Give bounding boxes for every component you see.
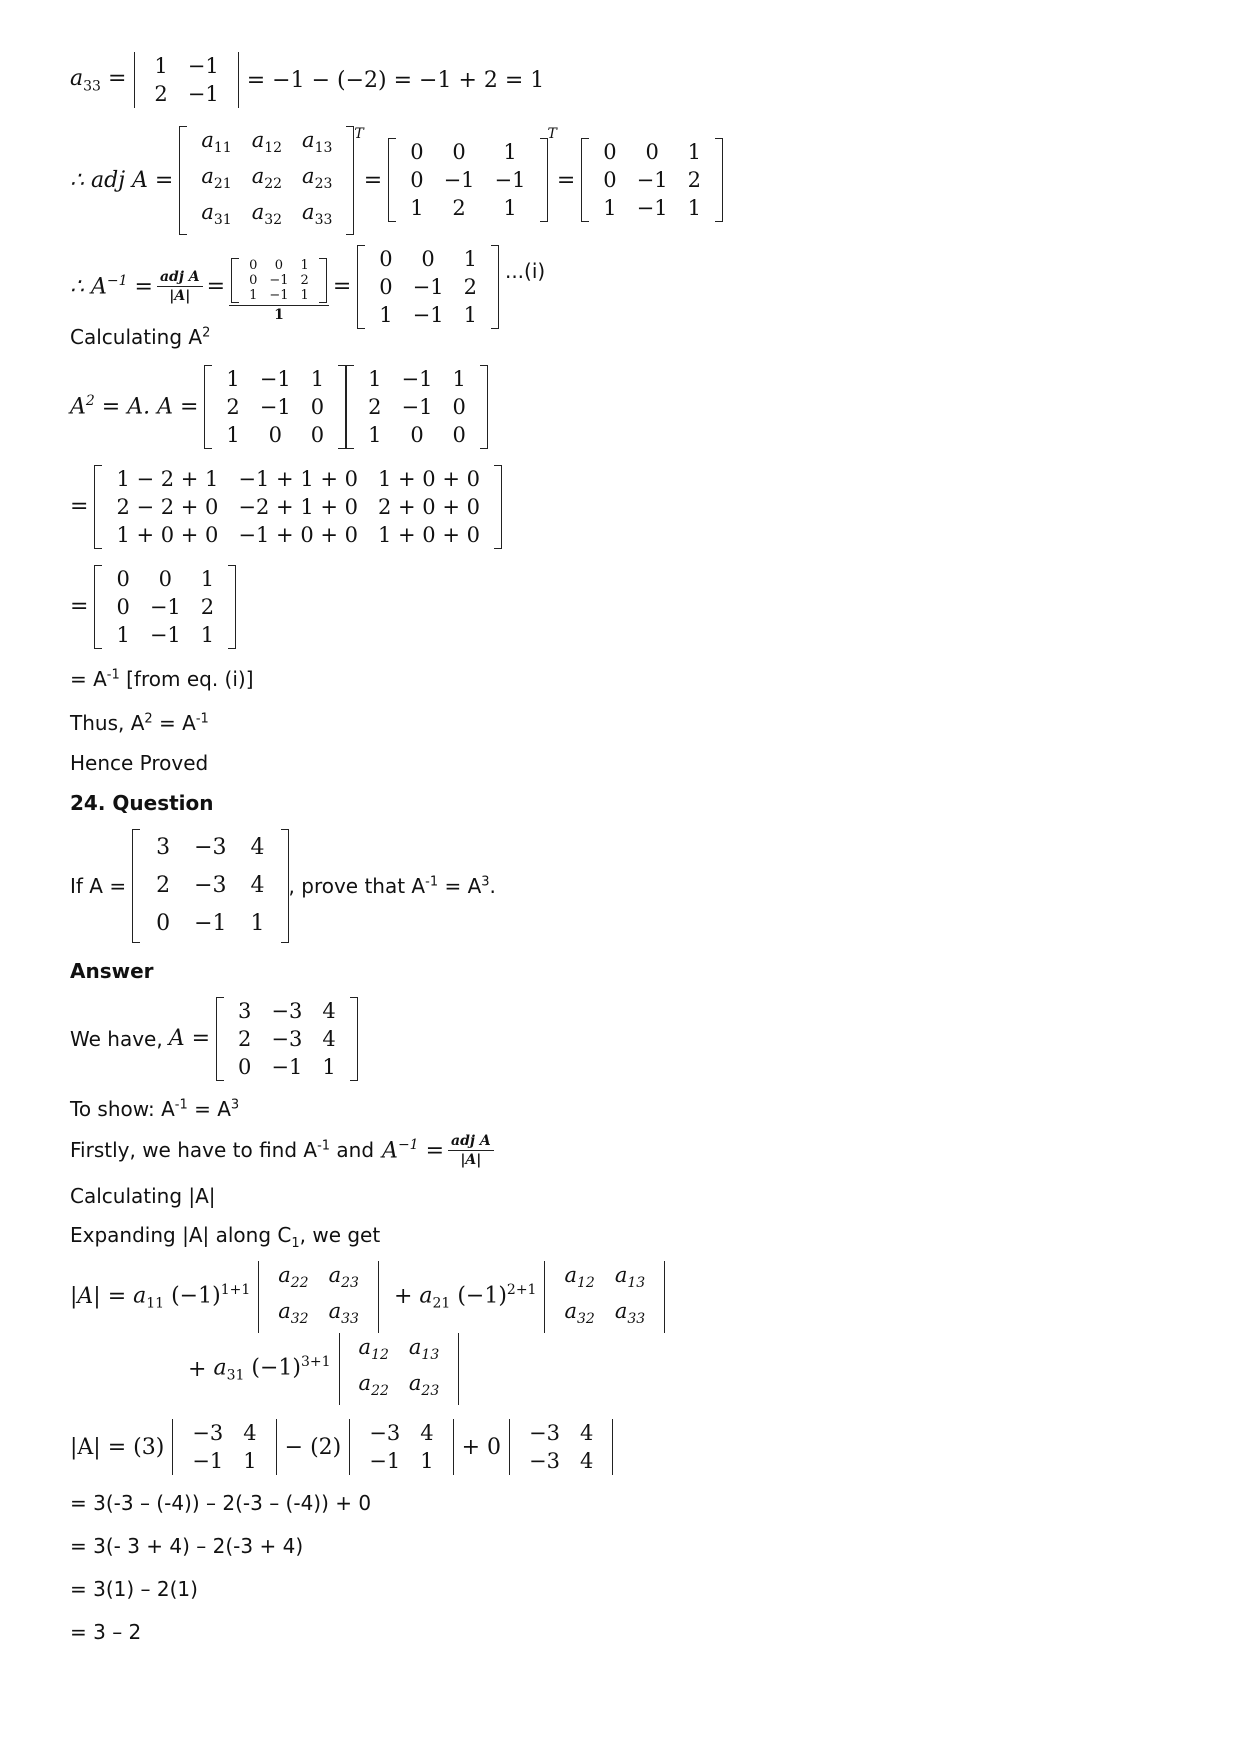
calc-step: = 3(1) – 2(1) bbox=[70, 1577, 198, 1602]
inverse-equation: ∴ $A^{-1}$ = $\frac{\text{adj A}}{|A|}$ = 0 0 1 0 −1 2 1 −1 1 1 = 0 0 1 0 −1 2 1 −1 1 ...(i) bbox=[70, 246, 546, 327]
cofactor-cell: $a_{31}$ bbox=[201, 200, 232, 229]
minor-determinant: $a_{22}$ $a_{23}$ $a_{32}$ $a_{33}$ bbox=[256, 1261, 381, 1333]
det-cell: −1 bbox=[187, 82, 219, 106]
equals-sign: = bbox=[332, 274, 352, 300]
question-heading: 24. Question bbox=[70, 790, 214, 815]
cofactor-cell: $a_{33}$ bbox=[302, 200, 333, 229]
we-have-line: We have, A = 3 −3 4 2 −3 4 0 −1 1 bbox=[70, 997, 1170, 1081]
a33-equation bbox=[70, 52, 1170, 108]
matrix-over-one-fraction bbox=[229, 250, 329, 323]
a33-result: = −1 − (−2) = −1 + 2 = 1 bbox=[246, 67, 545, 93]
adjoint-matrix-1: 0 0 1 0 −1 −1 1 2 1 bbox=[388, 138, 547, 222]
equation-tag: ...(i) bbox=[504, 258, 546, 283]
cofactor-cell: $a_{11}$ bbox=[201, 128, 232, 157]
cofactor-cell: $a_{32}$ bbox=[251, 200, 283, 229]
adjoint-equation bbox=[70, 126, 1170, 235]
cofactor-cell: $a_{23}$ bbox=[302, 164, 333, 193]
det-values: |A| = (3) −3 4 −1 1 − (2) −3 4 −1 1 + 0 −3 4 −3 4 bbox=[70, 1419, 1170, 1475]
question-matrix: 3 −3 4 2 −3 4 0 −1 1 bbox=[132, 829, 288, 943]
small-matrix: 0 0 1 0 −1 2 1 −1 1 bbox=[231, 258, 327, 303]
inverse-lead: ∴ A bbox=[70, 274, 107, 300]
calc-step: = 3(-3 – (-4)) – 2(-3 – (-4)) + 0 bbox=[70, 1491, 372, 1516]
given-matrix: 3 −3 4 2 −3 4 0 −1 1 bbox=[216, 997, 358, 1081]
transpose-mark: T bbox=[354, 126, 364, 142]
a33-determinant bbox=[132, 52, 240, 108]
a33-symbol: a bbox=[70, 65, 84, 91]
det-formula: |A| = $a_{11}$ $(-1)^{1+1}$ $a_{22}$ $a_{23}$ $a_{32}$ $a_{33}$ + $a_{21}$ $(-1)^{2+1}$ $a_{12}$ $a_{13}$ $a_{32}$ $a_{33}$ + $a_{31}$ $(-1)^{3+1}$ $a_{12}$ $a_{13}$ $a_{22}$ $a_{23}$ bbox=[70, 1261, 1170, 1406]
calc-a2-text: Calculating $A^2$ bbox=[70, 324, 211, 349]
minor-determinant: −3 4 −1 1 bbox=[347, 1419, 455, 1475]
product-result: = 0 0 1 0 −1 2 1 −1 1 bbox=[70, 565, 1170, 649]
equals-sign: = bbox=[107, 65, 127, 91]
adjoint-matrix-2: 0 0 1 0 −1 2 1 −1 1 bbox=[581, 138, 723, 222]
equals-sign: = bbox=[556, 167, 576, 193]
det-cell: 1 bbox=[154, 54, 168, 78]
adj-over-det-fraction bbox=[157, 269, 203, 304]
product-expansion: = 1 − 2 + 1 −1 + 1 + 0 1 + 0 + 0 2 − 2 + 0 −2 + 1 + 0 2 + 0 + 0 1 + 0 + 0 −1 + 0 + 0 1 + 0 + 0 bbox=[70, 465, 1170, 549]
document-page bbox=[70, 52, 1170, 1646]
from-eq-text: = $A^{-1}$ [from eq. (i)] bbox=[70, 666, 254, 691]
adj-over-det-fraction: $\frac{\text{adj A}}{|A|}$ bbox=[448, 1133, 494, 1168]
firstly-line: Firstly, we have to find $A^{-1}$ and $A^{-1}$ = $\frac{\text{adj A}}{|A|}$ bbox=[70, 1133, 1170, 1168]
cofactor-cell: $a_{12}$ bbox=[251, 128, 283, 157]
cofactor-cell: $a_{21}$ bbox=[201, 164, 232, 193]
matrix-a: 1 −1 1 2 −1 0 1 0 0 bbox=[204, 365, 346, 449]
expanded-matrix: 1 − 2 + 1 −1 + 1 + 0 1 + 0 + 0 2 − 2 + 0 −2 + 1 + 0 2 + 0 + 0 1 + 0 + 0 −1 + 0 + 0 1 + 0 + 0 bbox=[94, 465, 502, 549]
expanding-text: Expanding |A| along $C_1$, we get bbox=[70, 1222, 381, 1251]
minor-determinant: −3 4 −3 4 bbox=[507, 1419, 615, 1475]
matrix-a: 1 −1 1 2 −1 0 1 0 0 bbox=[346, 365, 488, 449]
answer-heading: Answer bbox=[70, 958, 154, 983]
minor-determinant: −3 4 −1 1 bbox=[170, 1419, 278, 1475]
adjoint-lead: ∴ adj A = bbox=[70, 167, 174, 193]
fraction-numerator: adj A bbox=[157, 269, 203, 287]
a33-subscript: 33 bbox=[83, 78, 101, 95]
fraction-denominator: 1 bbox=[274, 307, 284, 324]
question-statement: If A = 3 −3 4 2 −3 4 0 −1 1 , prove that $A^{-1} = A^3$. bbox=[70, 829, 1170, 943]
thus-text: Thus, $A^2 = A^{-1}$ bbox=[70, 710, 209, 735]
inverse-superscript: −1 bbox=[106, 273, 128, 290]
result-matrix: 0 0 1 0 −1 2 1 −1 1 bbox=[94, 565, 236, 649]
transpose-mark: T bbox=[547, 126, 557, 142]
equals-sign: = bbox=[363, 167, 383, 193]
calc-det-text: Calculating |A| bbox=[70, 1183, 216, 1208]
hence-proved-text: Hence Proved bbox=[70, 750, 209, 775]
det-cell: −1 bbox=[187, 54, 219, 78]
to-show-text: To show: $A^{-1} = A^3$ bbox=[70, 1096, 240, 1121]
cofactor-matrix bbox=[179, 126, 354, 235]
a-squared-equation: $A^2 = A$. A = 1 −1 1 2 −1 0 1 0 0 1 −1 1 2 −1 0 1 0 0 bbox=[70, 365, 1170, 449]
minor-determinant: $a_{12}$ $a_{13}$ $a_{32}$ $a_{33}$ bbox=[542, 1261, 667, 1333]
inverse-matrix: 0 0 1 0 −1 2 1 −1 1 bbox=[357, 245, 499, 329]
calc-step: = 3(- 3 + 4) – 2(-3 + 4) bbox=[70, 1534, 304, 1559]
minor-determinant: $a_{12}$ $a_{13}$ $a_{22}$ $a_{23}$ bbox=[337, 1333, 462, 1405]
det-cell: 2 bbox=[154, 82, 168, 106]
cofactor-cell: $a_{22}$ bbox=[251, 164, 283, 193]
cofactor-cell: $a_{13}$ bbox=[302, 128, 333, 157]
calc-step: = 3 – 2 bbox=[70, 1620, 142, 1645]
fraction-denominator: |A| bbox=[169, 288, 191, 305]
